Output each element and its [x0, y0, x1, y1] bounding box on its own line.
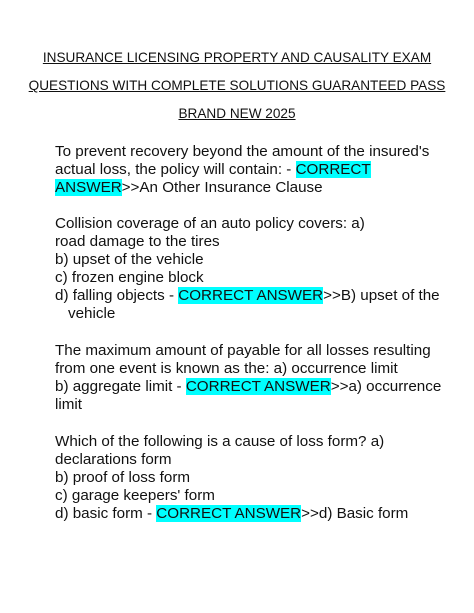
question-2-option-d — [55, 287, 440, 304]
document-title-line-1: INSURANCE LICENSING PROPERTY AND CAUSALITY EXAM — [42, 50, 432, 65]
correct-answer-highlight: CORRECT ANSWER — [178, 287, 324, 304]
question-4-option-d — [55, 505, 408, 522]
question-3-option-b — [55, 378, 441, 395]
question-1-line-1: To prevent recovery beyond the amount of the insured's — [55, 143, 430, 160]
question-4-option-b: b) proof of loss form — [55, 469, 191, 486]
correct-answer-highlight: CORRECT ANSWER — [156, 505, 302, 522]
question-1-text: actual loss, the policy will contain: - — [55, 161, 296, 178]
question-1-line-2 — [55, 161, 371, 178]
question-2-line-1: Collision coverage of an auto policy covers: a) — [55, 215, 365, 232]
answer-text: >>d) Basic form — [301, 505, 409, 522]
question-1-line-3 — [55, 179, 323, 196]
question-4-line-2: declarations form — [55, 451, 172, 468]
question-2-answer-continued: vehicle — [68, 305, 116, 322]
answer-text: >>An Other Insurance Clause — [121, 179, 323, 196]
correct-answer-highlight: CORRECT ANSWER — [185, 378, 331, 395]
question-4-line-1: Which of the following is a cause of loss form? a) — [55, 433, 385, 450]
question-4-option-c: c) garage keepers' form — [55, 487, 215, 504]
question-4-option-d-text: d) basic form - — [55, 505, 157, 522]
question-2-option-d-text: d) falling objects - — [55, 287, 179, 304]
answer-text: >>B) upset of the — [323, 287, 440, 304]
question-3-answer-continued: limit — [55, 396, 82, 413]
question-2-option-b: b) upset of the vehicle — [55, 251, 204, 268]
question-2-option-c: c) frozen engine block — [55, 269, 204, 286]
question-2-line-2: road damage to the tires — [55, 233, 220, 250]
correct-answer-highlight: ANSWER — [55, 179, 122, 196]
question-3-option-b-text: b) aggregate limit - — [55, 378, 186, 395]
question-3-line-2: from one event is known as the: a) occurrence limit — [55, 360, 398, 377]
document-title-line-3: BRAND NEW 2025 — [178, 106, 296, 121]
correct-answer-highlight: CORRECT — [295, 161, 371, 178]
answer-text: >>a) occurrence — [330, 378, 442, 395]
question-3-line-1: The maximum amount of payable for all losses resulting — [55, 342, 431, 359]
document-title-line-2: QUESTIONS WITH COMPLETE SOLUTIONS GUARANTEED PASS — [28, 78, 446, 93]
